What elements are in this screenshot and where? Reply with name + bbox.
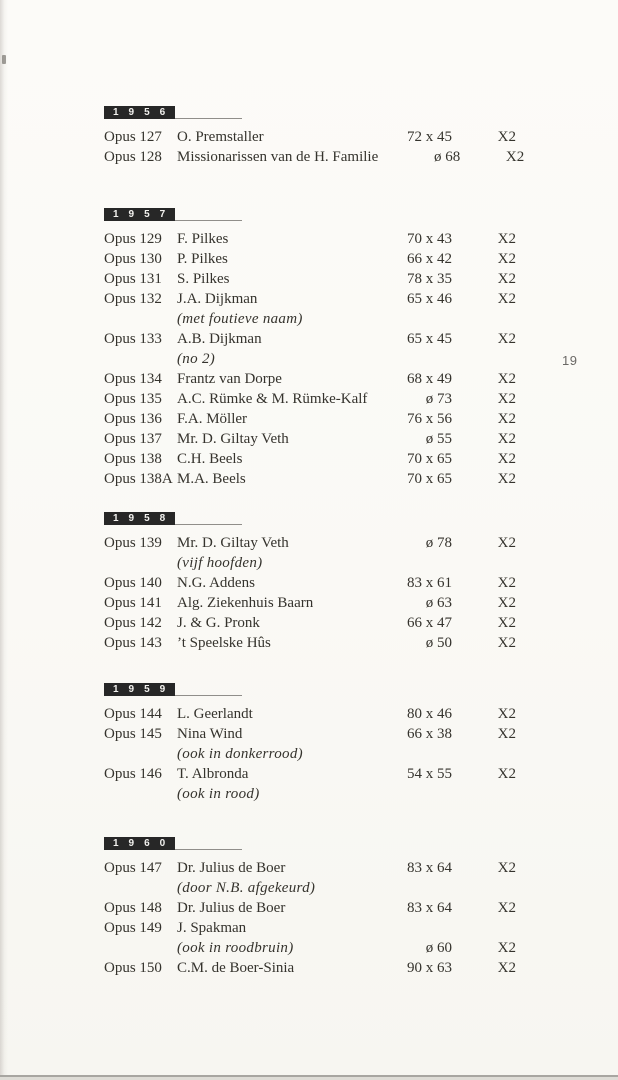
- dimensions: ø 73: [425, 391, 452, 407]
- artwork-note: (vijf hoofden): [177, 555, 263, 571]
- year-badge: 1957: [104, 208, 175, 221]
- catalog-row: [104, 369, 516, 389]
- artwork-note: (ook in roodbruin): [177, 940, 294, 956]
- copies-mark: X2: [505, 149, 525, 165]
- artwork-name: Mr. D. Giltay Veth: [177, 431, 289, 447]
- copies-mark: X2: [497, 940, 516, 956]
- catalog-row: [104, 229, 516, 249]
- section-rows: [104, 704, 516, 804]
- artwork-name: A.B. Dijkman: [177, 331, 262, 347]
- copies-mark: X2: [497, 411, 516, 427]
- catalog-row: [104, 918, 516, 938]
- artwork-name: J. Spakman: [177, 920, 247, 936]
- artwork-name: L. Geerlandt: [177, 706, 253, 722]
- artwork-name: Missionarissen van de H. Familie: [177, 149, 379, 165]
- dimensions: 66 x 42: [407, 251, 452, 267]
- year-badge: 1956: [104, 106, 175, 119]
- artwork-note: (ook in donkerrood): [177, 746, 303, 762]
- artwork-name: O. Premstaller: [177, 129, 264, 145]
- opus-number: Opus 136: [104, 411, 162, 427]
- artwork-name: Nina Wind: [177, 726, 243, 742]
- dimensions: [370, 878, 452, 898]
- opus-number: Opus 129: [104, 231, 162, 247]
- dimensions: 70 x 43: [407, 231, 452, 247]
- section-rows: [104, 229, 516, 489]
- artwork-name: S. Pilkes: [177, 271, 230, 287]
- catalog-row: [104, 573, 516, 593]
- dimensions: [370, 744, 452, 764]
- opus-number: Opus 150: [104, 960, 162, 976]
- dimensions: 54 x 55: [407, 766, 452, 782]
- dimensions: 72 x 45: [407, 129, 452, 145]
- opus-number: Opus 130: [104, 251, 162, 267]
- dimensions: [370, 309, 452, 329]
- artwork-name: F. Pilkes: [177, 231, 229, 247]
- artwork-note: (no 2): [177, 351, 216, 367]
- copies-mark: [452, 784, 516, 804]
- dimensions: [370, 349, 452, 369]
- copies-mark: [452, 878, 516, 898]
- catalog-note-row: [104, 784, 516, 804]
- catalog-row: [104, 633, 516, 653]
- opus-number: Opus 149: [104, 920, 162, 936]
- year-section-1956: [104, 104, 525, 167]
- copies-mark: X2: [497, 635, 516, 651]
- copies-mark: [452, 744, 516, 764]
- copies-mark: X2: [497, 291, 516, 307]
- artwork-name: T. Albronda: [177, 766, 249, 782]
- dimensions: 83 x 61: [407, 575, 452, 591]
- opus-number: Opus 133: [104, 331, 162, 347]
- artwork-name: Dr. Julius de Boer: [177, 900, 286, 916]
- dimensions: [370, 553, 452, 573]
- opus-number: Opus 142: [104, 615, 162, 631]
- copies-mark: X2: [497, 595, 516, 611]
- dimensions: 70 x 65: [407, 471, 452, 487]
- opus-number: Opus 148: [104, 900, 162, 916]
- copies-mark: X2: [497, 251, 516, 267]
- opus-number: Opus 135: [104, 391, 162, 407]
- catalog-note-row: [104, 349, 516, 369]
- artwork-name: ’t Speelske Hûs: [177, 635, 271, 651]
- opus-number: Opus 134: [104, 371, 162, 387]
- artwork-name: Alg. Ziekenhuis Baarn: [177, 595, 314, 611]
- year-header: [104, 510, 242, 525]
- copies-mark: X2: [497, 431, 516, 447]
- opus-number: Opus 147: [104, 860, 162, 876]
- opus-number: Opus 146: [104, 766, 162, 782]
- artwork-name: F.A. Möller: [177, 411, 248, 427]
- catalog-row: [104, 449, 516, 469]
- page-bottom-edge: [0, 1075, 618, 1080]
- copies-mark: X2: [497, 706, 516, 722]
- catalog-note-row: [104, 553, 516, 573]
- copies-mark: [452, 349, 516, 369]
- catalog-row: [104, 269, 516, 289]
- dimensions: [370, 784, 452, 804]
- opus-number-empty: [104, 938, 177, 958]
- year-section-1960: [104, 835, 516, 978]
- dimensions: 66 x 38: [407, 726, 452, 742]
- copies-mark: X2: [497, 391, 516, 407]
- opus-number: Opus 141: [104, 595, 162, 611]
- dimensions: 70 x 65: [407, 451, 452, 467]
- copies-mark: X2: [497, 535, 516, 551]
- opus-number: Opus 145: [104, 726, 162, 742]
- artwork-note: (door N.B. afgekeurd): [177, 880, 316, 896]
- artwork-name: J. & G. Pronk: [177, 615, 260, 631]
- opus-number: Opus 127: [104, 129, 162, 145]
- artwork-name: M.A. Beels: [177, 471, 246, 487]
- opus-number: Opus 139: [104, 535, 162, 551]
- dimensions: ø 63: [425, 595, 452, 611]
- copies-mark: [452, 918, 516, 938]
- section-rows: [104, 858, 516, 978]
- copies-mark: [452, 553, 516, 573]
- copies-mark: X2: [497, 615, 516, 631]
- year-badge: 1959: [104, 683, 175, 696]
- opus-number-empty: [104, 784, 177, 804]
- artwork-name: Frantz van Dorpe: [177, 371, 282, 387]
- catalog-row: [104, 958, 516, 978]
- artwork-note: (met foutieve naam): [177, 311, 303, 327]
- catalog-row: [104, 613, 516, 633]
- opus-number: Opus 137: [104, 431, 162, 447]
- opus-number: Opus 144: [104, 706, 162, 722]
- catalog-row: [104, 898, 516, 918]
- artwork-name: Mr. D. Giltay Veth: [177, 535, 289, 551]
- copies-mark: X2: [497, 471, 516, 487]
- copies-mark: X2: [497, 271, 516, 287]
- year-header: [104, 835, 242, 850]
- catalog-row: [104, 764, 516, 784]
- dimensions: 66 x 47: [407, 615, 452, 631]
- dimensions: 65 x 46: [407, 291, 452, 307]
- year-header: [104, 206, 242, 221]
- year-badge: 1960: [104, 837, 175, 850]
- opus-number: Opus 143: [104, 635, 162, 651]
- opus-number-empty: [104, 553, 177, 573]
- copies-mark: X2: [497, 231, 516, 247]
- catalog-note-row: [104, 309, 516, 329]
- catalog-row: [104, 127, 516, 147]
- copies-mark: X2: [497, 860, 516, 876]
- year-section-1957: [104, 206, 516, 489]
- opus-number-empty: [104, 309, 177, 329]
- section-rows: [104, 127, 525, 167]
- catalog-row: [104, 593, 516, 613]
- dimensions: 80 x 46: [407, 706, 452, 722]
- dimensions: ø 60: [425, 940, 452, 956]
- opus-number-empty: [104, 878, 177, 898]
- opus-number: Opus 140: [104, 575, 162, 591]
- catalog-row: [104, 409, 516, 429]
- opus-number: Opus 131: [104, 271, 162, 287]
- catalog-row: [104, 289, 516, 309]
- copies-mark: X2: [497, 960, 516, 976]
- catalog-note-row: [104, 878, 516, 898]
- opus-number-empty: [104, 349, 177, 369]
- catalog-row: [104, 329, 516, 349]
- artwork-name: J.A. Dijkman: [177, 291, 258, 307]
- catalog-row: [104, 249, 516, 269]
- dimensions: 68 x 49: [407, 371, 452, 387]
- catalog-note-row: [104, 744, 516, 764]
- page-left-edge-shadow: [0, 0, 8, 1080]
- copies-mark: [452, 309, 516, 329]
- catalog-row: [104, 429, 516, 449]
- catalog-row: [104, 147, 525, 167]
- dimensions: ø 68: [433, 149, 461, 165]
- dimensions: [370, 918, 452, 938]
- artwork-note: (ook in rood): [177, 786, 260, 802]
- dimensions: 83 x 64: [407, 860, 452, 876]
- dimensions: 78 x 35: [407, 271, 452, 287]
- artwork-name: N.G. Addens: [177, 575, 255, 591]
- copies-mark: X2: [497, 900, 516, 916]
- opus-number-empty: [104, 744, 177, 764]
- year-header: [104, 681, 242, 696]
- section-rows: [104, 533, 516, 653]
- catalog-note-row: [104, 938, 516, 958]
- dimensions: 90 x 63: [407, 960, 452, 976]
- dimensions: 83 x 64: [407, 900, 452, 916]
- opus-number: Opus 128: [104, 149, 162, 165]
- year-section-1958: [104, 510, 516, 653]
- artwork-name: P. Pilkes: [177, 251, 228, 267]
- catalog-row: [104, 858, 516, 878]
- dimensions: 65 x 45: [407, 331, 452, 347]
- artwork-name: A.C. Rümke & M. Rümke-Kalf: [177, 391, 368, 407]
- dimensions: ø 78: [425, 535, 452, 551]
- opus-number: Opus 138: [104, 451, 162, 467]
- year-badge: 1958: [104, 512, 175, 525]
- dimensions: ø 50: [425, 635, 452, 651]
- catalog-row: [104, 533, 516, 553]
- copies-mark: X2: [497, 726, 516, 742]
- opus-number: Opus 132: [104, 291, 162, 307]
- catalog-row: [104, 389, 516, 409]
- artwork-name: Dr. Julius de Boer: [177, 860, 286, 876]
- artwork-name: C.M. de Boer-Sinia: [177, 960, 295, 976]
- catalog-row: [104, 724, 516, 744]
- copies-mark: X2: [497, 766, 516, 782]
- opus-number: Opus 138A: [104, 471, 173, 487]
- scan-artifact-mark: [2, 55, 6, 64]
- dimensions: 76 x 56: [407, 411, 452, 427]
- year-section-1959: [104, 681, 516, 804]
- copies-mark: X2: [497, 451, 516, 467]
- copies-mark: X2: [497, 371, 516, 387]
- page-number: 19: [562, 353, 578, 368]
- dimensions: ø 55: [425, 431, 452, 447]
- catalog-row: [104, 469, 516, 489]
- artwork-name: C.H. Beels: [177, 451, 243, 467]
- catalog-row: [104, 704, 516, 724]
- copies-mark: X2: [497, 575, 516, 591]
- copies-mark: X2: [497, 331, 516, 347]
- copies-mark: X2: [497, 129, 516, 145]
- year-header: [104, 104, 242, 119]
